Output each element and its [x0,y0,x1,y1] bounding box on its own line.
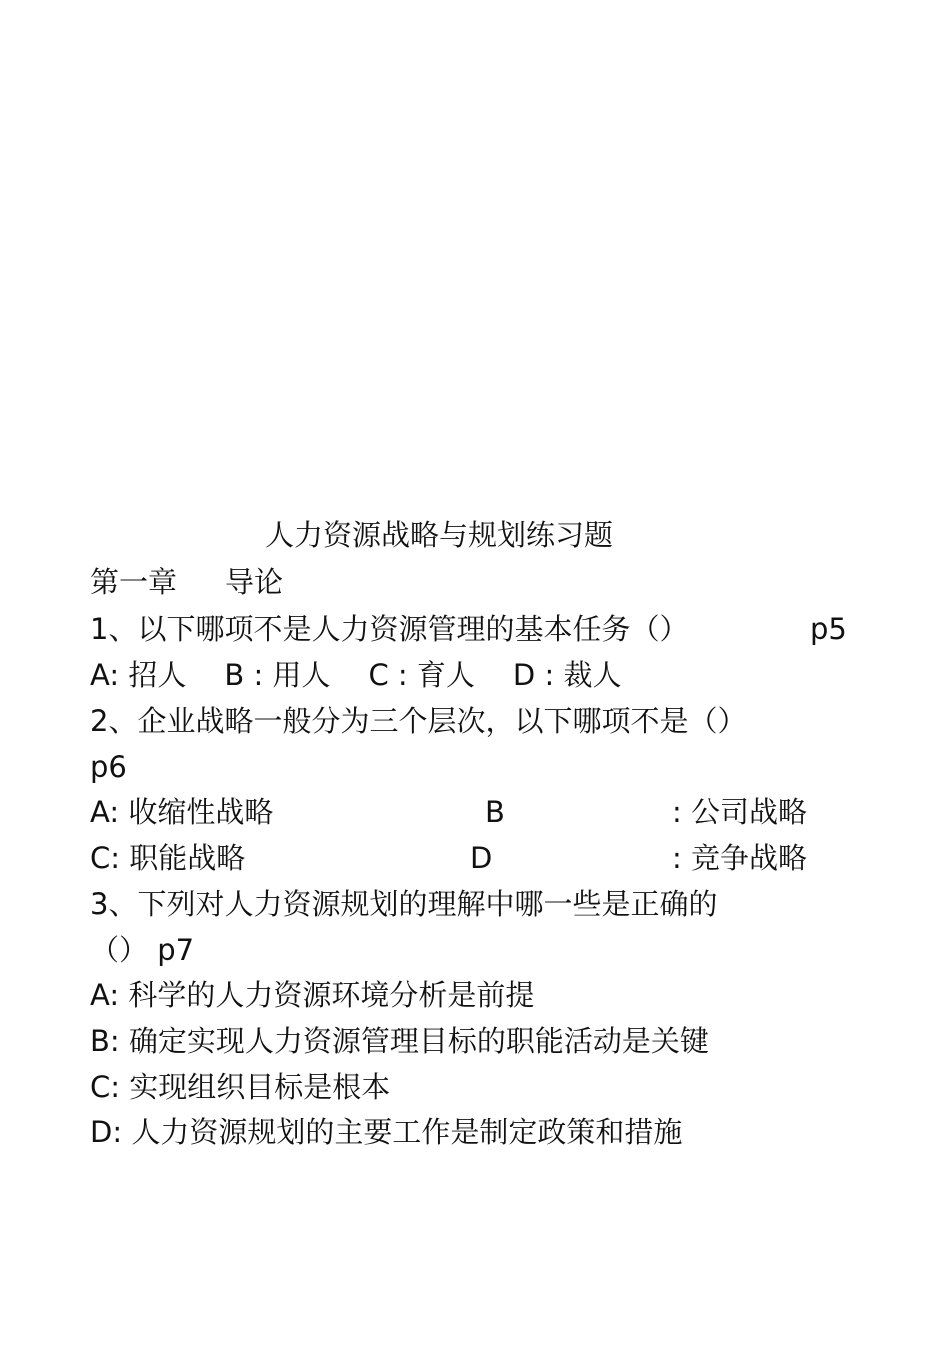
question-3-option-d: D: 人力资源规划的主要工作是制定政策和措施 [90,1115,683,1149]
document-title: 人力资源战略与规划练习题 [265,518,614,552]
question-1-options [90,658,621,692]
question-2-page-ref: p6 [90,750,127,784]
chapter-label: 第一章 [90,565,178,599]
question-2-option-d-letter: D [470,841,493,875]
question-2-option-d-text: : 竞争战略 [672,841,807,875]
chapter-name: 导论 [225,565,284,599]
question-2-option-b-letter: B [485,795,505,829]
question-2-option-b-text: : 公司战略 [672,795,807,829]
question-3-option-a: A: 科学的人力资源环境分析是前提 [90,978,535,1012]
question-2-stem: 2、企业战略一般分为三个层次，以下哪项不是（） [90,704,747,738]
question-1-option-b: B : 用人 [224,658,331,692]
question-1-option-d: D : 裁人 [512,658,622,692]
question-2-option-a: A: 收缩性战略 [90,795,274,829]
question-1-stem: 1、以下哪项不是人力资源管理的基本任务（） [90,612,689,646]
question-1-option-c: C : 育人 [368,658,475,692]
question-2-option-c: C: 职能战略 [90,841,246,875]
question-3-stem-continued: （） p7 [90,933,195,967]
question-1-page-ref: p5 [810,612,847,646]
question-3-option-b: B: 确定实现人力资源管理目标的职能活动是关键 [90,1024,709,1058]
chapter-heading [90,565,283,599]
question-1-option-a: A: 招人 [90,658,187,692]
question-3-option-c: C: 实现组织目标是根本 [90,1070,391,1104]
question-3-stem: 3、下列对人力资源规划的理解中哪一些是正确的 [90,887,718,921]
